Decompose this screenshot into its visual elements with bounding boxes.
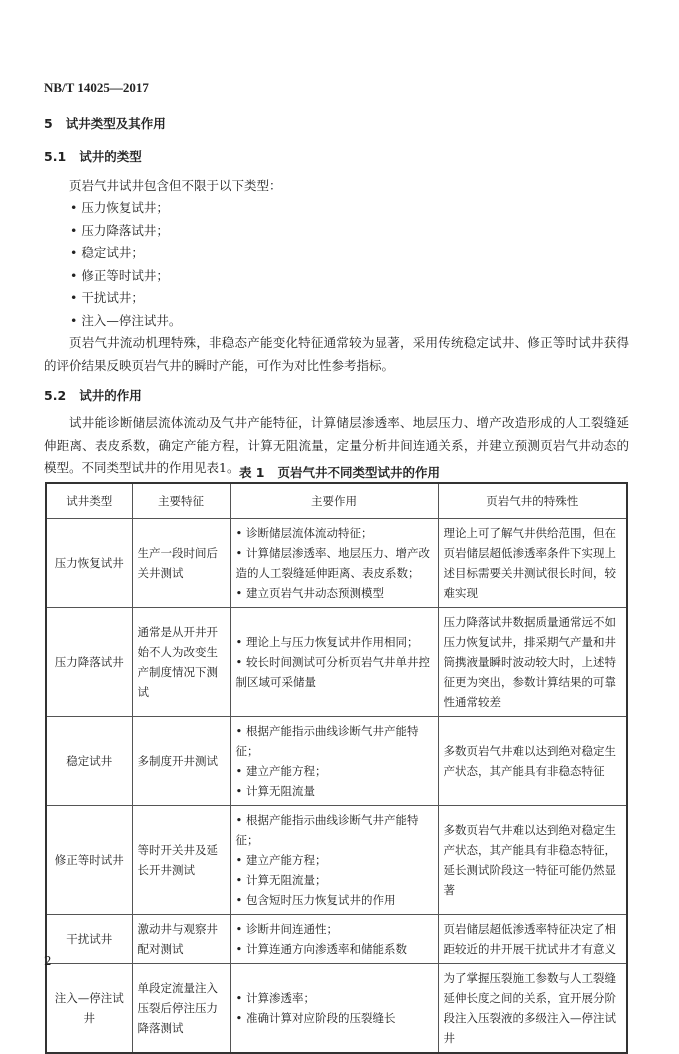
special-cell: 多数页岩气井难以达到绝对稳定生产状态，其产能具有非稳态特征 (438, 717, 627, 806)
header-cell: 主要特征 (132, 483, 230, 519)
standard-code: NB/T 14025—2017 (44, 80, 149, 95)
list-item: • 干扰试井； (70, 290, 144, 306)
list-item: • 计算无阻流量； (236, 870, 433, 890)
list-item: • 计算连通方向渗透率和储能系数 (236, 939, 433, 959)
list-item: • 压力恢复试井； (70, 200, 169, 215)
list-item: • 稳定试井； (70, 245, 144, 261)
type-cell: 压力恢复试井 (46, 519, 132, 608)
list-item: • 准确计算对应阶段的压裂缝长 (236, 1008, 433, 1028)
header-cell: 试井类型 (46, 483, 132, 519)
list-item: • 注入—停注试井。 (70, 312, 182, 328)
table-header-row (46, 483, 627, 519)
page-number: 2 (44, 954, 52, 968)
feature-cell: 激动井与观察井配对测试 (132, 915, 230, 964)
type-cell: 干扰试井 (46, 915, 132, 964)
list-item: • 诊断储层流体流动特征； (236, 523, 433, 543)
type-cell: 注入—停注试井 (46, 964, 132, 1054)
uses-cell (230, 806, 438, 915)
feature-cell: 生产一段时间后关井测试 (132, 519, 230, 608)
type-cell: 压力降落试井 (46, 608, 132, 717)
list-item: • 建立产能方程； (236, 761, 433, 781)
feature-cell: 多制度开井测试 (132, 717, 230, 806)
section-5-1-heading: 5.1 试井的类型 (44, 149, 142, 164)
feature-cell: 单段定流量注入压裂后停注压力降落测试 (132, 964, 230, 1054)
header-cell: 页岩气井的特殊性 (438, 483, 627, 519)
list-item: • 诊断井间连通性； (236, 919, 433, 939)
types-list (70, 197, 181, 333)
special-cell: 为了掌握压裂施工参数与人工裂缝延伸长度之间的关系，宜开展分阶段注入压裂液的多级注入—停注试井 (438, 964, 627, 1054)
table-row (46, 964, 627, 1054)
list-item: • 根据产能指示曲线诊断气井产能特征； (236, 721, 433, 761)
types-paragraph: 页岩气井流动机理特殊，非稳态产能变化特征通常较为显著，采用传统稳定试井、修正等时试井获得的评价结果反映页岩气井的瞬时产能，可作为对比性参考指标。 (44, 335, 629, 373)
list-item: • 较长时间测试可分析页岩气井单井控制区域可采储量 (236, 652, 433, 692)
list-item: • 计算储层渗透率、地层压力、增产改造的人工裂缝延伸距离、表皮系数； (236, 543, 433, 583)
feature-cell: 通常是从开井开始不人为改变生产制度情况下测试 (132, 608, 230, 717)
section-5-2-heading: 5.2 试井的作用 (44, 388, 142, 403)
special-cell: 压力降落试井数据质量通常远不如压力恢复试井，排采期气产量和井筒携液量瞬时波动较大时，上述特征更为突出，参数计算结果的可靠性通常较差 (438, 608, 627, 717)
list-item: • 包含短时压力恢复试井的作用 (236, 890, 433, 910)
special-cell: 多数页岩气井难以达到绝对稳定生产状态，其产能具有非稳态特征，延长测试阶段这一特征可能仍然显著 (438, 806, 627, 915)
feature-cell: 等时开关井及延长开井测试 (132, 806, 230, 915)
uses-cell (230, 964, 438, 1054)
table-row (46, 608, 627, 717)
type-cell: 稳定试井 (46, 717, 132, 806)
table-caption: 表 1 页岩气井不同类型试井的作用 (238, 465, 441, 480)
list-item: • 计算渗透率； (236, 988, 433, 1008)
special-cell: 页岩储层超低渗透率特征决定了相距较近的井开展干扰试井才有意义 (438, 915, 627, 964)
list-item: • 计算无阻流量 (236, 781, 433, 801)
table-row (46, 519, 627, 608)
uses-cell (230, 608, 438, 717)
list-item: • 理论上与压力恢复试井作用相同； (236, 632, 433, 652)
uses-cell (230, 717, 438, 806)
uses-cell (230, 915, 438, 964)
list-item: • 建立页岩气井动态预测模型 (236, 583, 433, 603)
special-cell: 理论上可了解气井供给范围，但在页岩储层超低渗透率条件下实现上述目标需要关井测试很长时间，较难实现 (438, 519, 627, 608)
list-item: • 建立产能方程； (236, 850, 433, 870)
types-intro: 页岩气井试井包含但不限于以下类型： (69, 178, 282, 193)
type-cell: 修正等时试井 (46, 806, 132, 915)
table-row (46, 717, 627, 806)
section-5-heading: 5 试井类型及其作用 (44, 116, 166, 131)
table-row (46, 806, 627, 915)
purpose-paragraph: 试井能诊断储层流体流动及气井产能特征，计算储层渗透率、地层压力、增产改造形成的人工裂缝延伸距离、表皮系数，确定产能方程，计算无阻流量，定量分析井间连通关系，并建立预测页岩气井动态的模型。不同类型试井的作用见表1。 (44, 415, 629, 475)
table-row (46, 915, 627, 964)
uses-cell (230, 519, 438, 608)
list-item: • 修正等时试井； (70, 267, 169, 283)
header-cell: 主要作用 (230, 483, 438, 519)
well-test-table (45, 482, 628, 1054)
list-item: • 根据产能指示曲线诊断气井产能特征； (236, 810, 433, 850)
list-item: • 压力降落试井； (70, 222, 169, 238)
